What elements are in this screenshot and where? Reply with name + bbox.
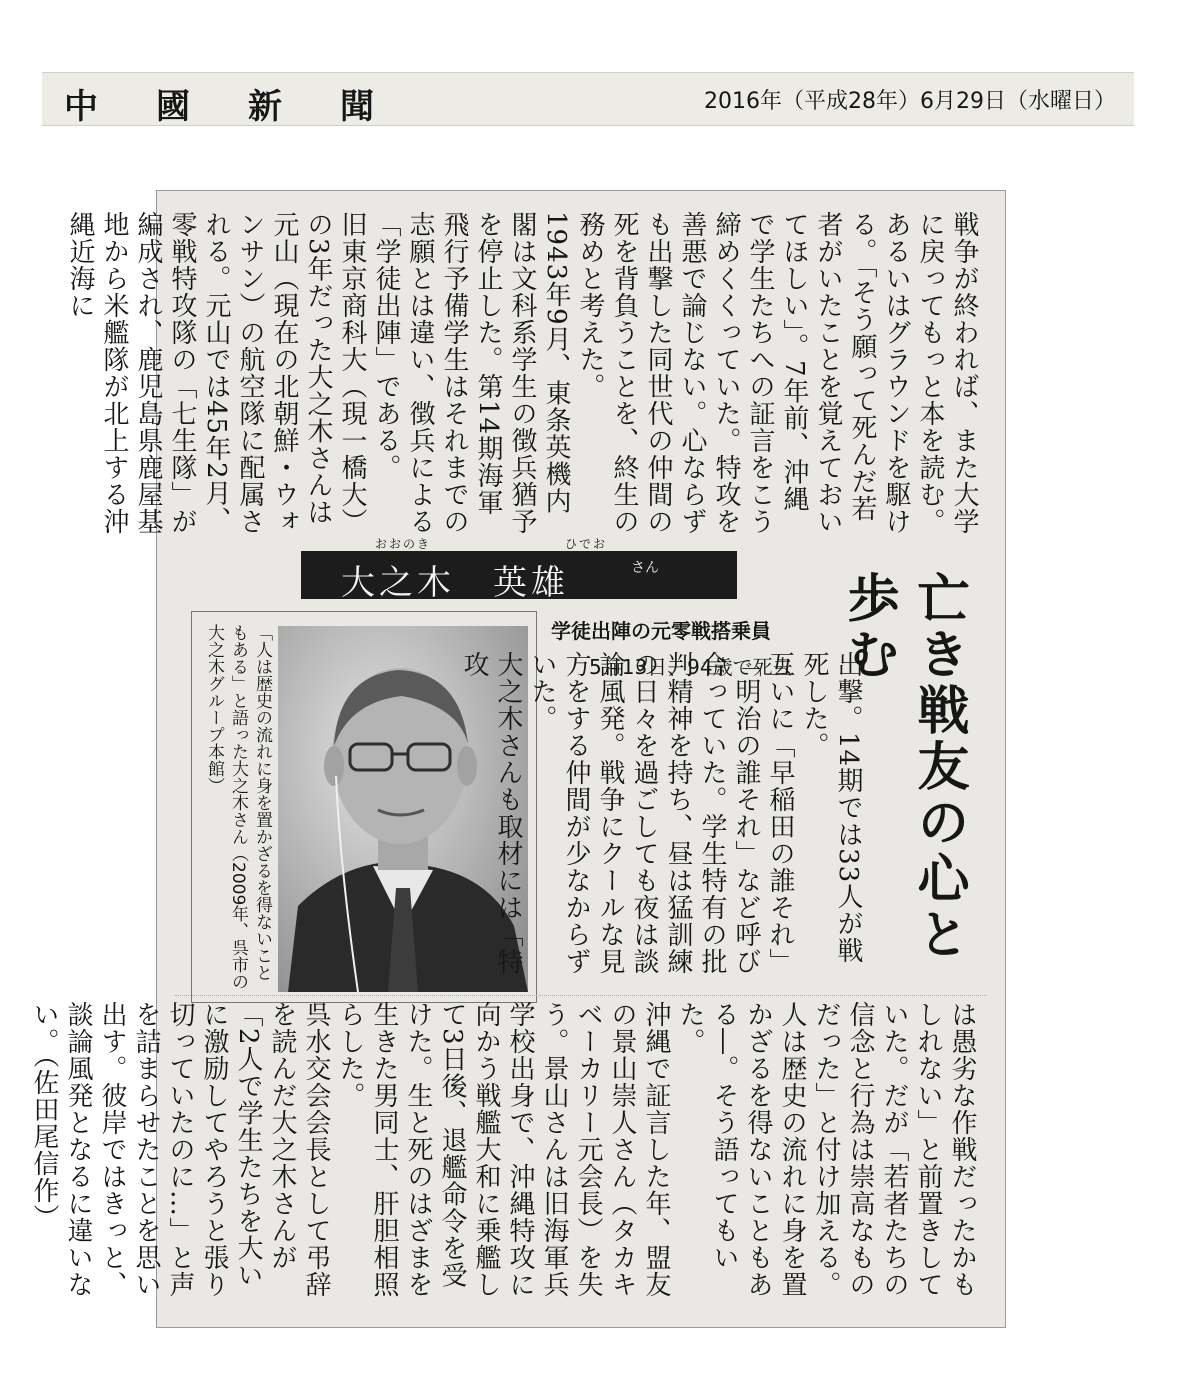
paragraph: 戦争が終われば、また大学に戻ってもっと本を読む。あるいはグラウンドを駆ける。「そう願って死んだ若者がいたことを覚えておいてほしい」。7年前、沖縄で学生たちへの証言をこう締めくくっていた。特攻を善悪で論じない。心ならずも出撃した同世代の仲間の死を背負うことを、終生の務めと考えた。: [575, 211, 979, 535]
name-ruby-surname: おおのき: [375, 537, 432, 551]
article-headline: 亡き戦友の心と歩む: [838, 571, 968, 963]
death-notice: 5月13日、94歳で死去: [589, 655, 793, 679]
newspaper-masthead: [42, 72, 1134, 126]
paragraph: 互いに「早稲田の誰それ」「明治の誰それ」など呼び合っていた。学生特有の批判精神を持ち、昼は猛訓練の日々を過ごしても夜は談論風発。戦争にクールな見方をする仲間が少なからずいた。: [527, 651, 795, 975]
article-body-middle: [459, 651, 865, 991]
person-name-bar: [301, 551, 737, 603]
article-body-top: [65, 211, 981, 537]
paragraph: 大之木さんも取材には「特攻: [459, 651, 523, 975]
section-divider: [175, 995, 987, 996]
article-body-bottom: [29, 1001, 979, 1311]
paragraph: 呉水交会会長として弔辞を読んだ大之木さんが「2人で学生たちを大いに激励してやろうと張り切っていたのに…」と声を詰まらせたことを思い出す。彼岸ではきっと、談論風発となるに違いない。（佐田尾信作）: [29, 1001, 331, 1298]
paragraph: 1943年9月、東条英機内閣は文科系学生の徴兵猶予を停止した。第14期海軍飛行予備学生はそれまでの志願とは違い、徴兵による「学徒出陣」である。: [371, 211, 571, 535]
honorific: さん: [631, 560, 659, 576]
paragraph: 旧東京商科大（現一橋大）の3年だった大之木さんは元山（現在の北朝鮮・ウォンサン）の航空隊に配属される。元山では45年2月、零戦特攻隊の「七生隊」が編成され、鹿児島県鹿屋基地から米艦隊が北上する沖縄近海に: [65, 211, 367, 535]
paragraph: 沖縄で証言した年、盟友の景山崇人さん（タカキベーカリー元会長）を失う。景山さんは旧海軍兵学校出身で、沖縄特攻に向かう戦艦大和に乗艦して3日後、退艦命令を受けた。生と死のはざまを生きた男同士、肝胆相照らした。: [335, 1001, 671, 1298]
article-subhead: 学徒出陣の元零戦搭乗員: [551, 619, 771, 643]
newspaper-clipping: [29, 190, 1006, 1328]
newspaper-name: 中國新聞: [64, 87, 432, 127]
person-name: 大之木 英雄: [341, 563, 569, 603]
issue-date: 2016年（平成28年）6月29日（水曜日）: [704, 89, 1116, 114]
photo-caption: 「人は歴史の流れに身を置かざるを得ないこともある」と語った大之木さん（2009年、呉市の大之木グループ本館）: [204, 624, 272, 991]
name-ruby-given: ひでお: [565, 537, 608, 551]
paragraph: 出撃。14期では33人が戦死した。: [799, 651, 863, 965]
paragraph: は愚劣な作戦だったかもしれない」と前置きしていた。だが「若者たちの信念と行為は崇高なものだった」と付け加える。人は歴史の流れに身を置かざるを得ないこともある―。そう語ってもいた。: [675, 1001, 977, 1298]
